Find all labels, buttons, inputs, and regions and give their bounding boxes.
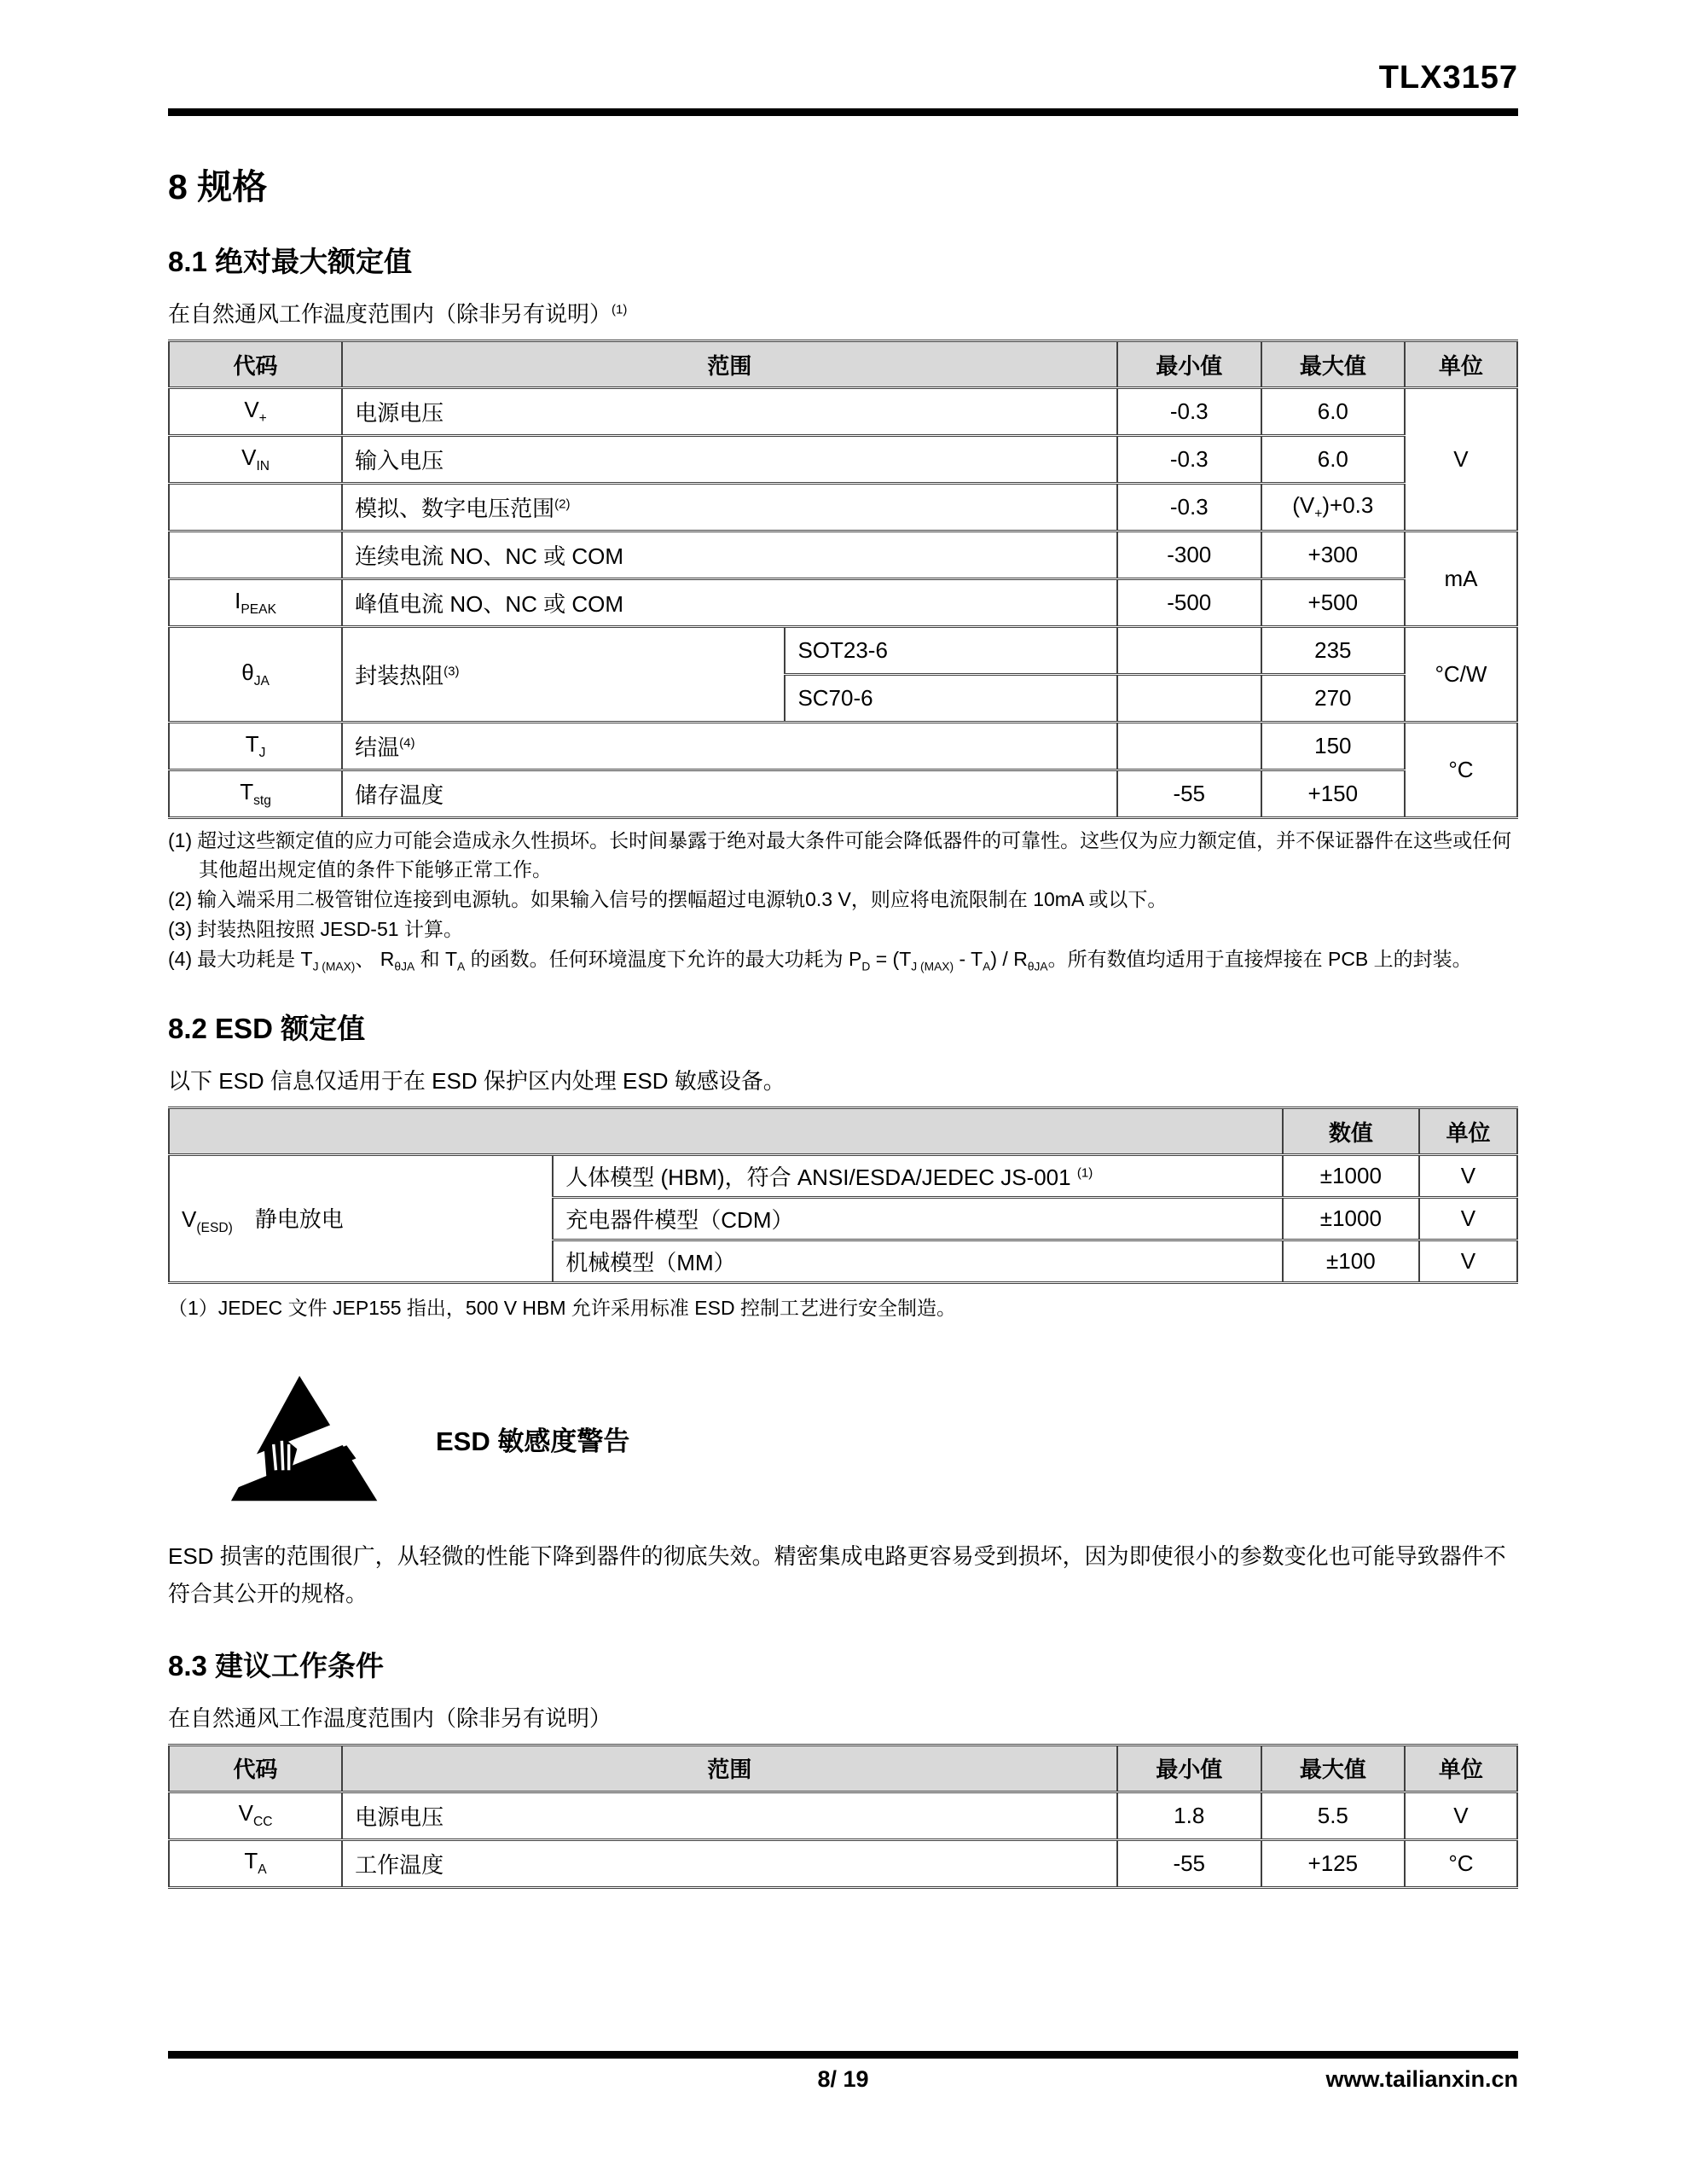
- cell-range: 结温$^{(4)}$: [342, 723, 1117, 770]
- table-header-row: [169, 341, 1517, 388]
- cell-range: 电源电压: [342, 388, 1117, 436]
- cell-code-empty: [169, 531, 342, 579]
- cell-range: 储存温度: [342, 770, 1117, 818]
- cell-unit: V: [1419, 1155, 1517, 1198]
- cell-model: 充电器件模型（CDM）: [553, 1198, 1283, 1240]
- cell-value: ±100: [1283, 1240, 1419, 1283]
- cell-min: -500: [1117, 579, 1261, 627]
- cell-min: -55: [1117, 1839, 1261, 1887]
- cell-code: $V_{IN}$: [169, 436, 342, 484]
- cell-min: -0.3: [1117, 388, 1261, 436]
- section-8-3-title: 8.3 建议工作条件: [168, 1649, 385, 1682]
- column-header-max: 最大值: [1261, 341, 1405, 388]
- footnote-text: JEDEC 文件 JEP155 指出，500 V HBM 允许采用标准 ESD 控制工艺进行安全制造。: [217, 1297, 956, 1320]
- table-row-vplus: [169, 388, 1517, 436]
- cell-max: +150: [1261, 770, 1405, 818]
- column-header-min: 最小值: [1117, 341, 1261, 388]
- column-header-range: 范围: [342, 341, 1117, 388]
- cell-package: SOT23-6: [785, 627, 1116, 675]
- cell-package: SC70-6: [785, 675, 1116, 723]
- table-header-row: [169, 1745, 1517, 1792]
- cell-min: -300: [1117, 531, 1261, 579]
- website-url: www.tailianxin.cn: [1325, 2066, 1518, 2092]
- section-8-title: 8 规格: [168, 167, 268, 206]
- column-header-code: 代码: [169, 341, 342, 388]
- cell-range: 电源电压: [342, 1792, 1117, 1839]
- column-header-unit: 单位: [1405, 1745, 1517, 1792]
- cell-code: $T_A$: [169, 1839, 342, 1887]
- cell-model: 人体模型 (HBM)，符合 ANSI/ESDA/JEDEC JS-001 $^{(1)}$: [553, 1155, 1283, 1198]
- esd-intro: 以下 ESD 信息仅适用于在 ESD 保护区内处理 ESD 敏感设备。: [168, 1068, 786, 1095]
- esd-warning-banner: [224, 1374, 1518, 1503]
- cell-min: -55: [1117, 770, 1261, 818]
- cell-code: $T_J$: [169, 723, 342, 770]
- cell-max: 270: [1261, 675, 1405, 723]
- cell-unit-c: °C: [1405, 723, 1517, 818]
- recommended-condition: 在自然通风工作温度范围内（除非另有说明）: [168, 1705, 612, 1731]
- footnote-text: 超过这些额定值的应力可能会造成永久性损坏。长时间暴露于绝对最大条件可能会降低器件的可靠性。这些仅为应力额定值，并不保证器件在这些或任何其他超出规定值的条件下能够正常工作。: [197, 829, 1512, 881]
- cell-code: $V_{CC}$: [169, 1792, 342, 1839]
- cell-unit: °C: [1405, 1839, 1517, 1887]
- column-header-unit: 单位: [1419, 1108, 1517, 1155]
- cell-unit-cw: °C/W: [1405, 627, 1517, 723]
- cell-code: $V_+$: [169, 388, 342, 436]
- column-header-range: 范围: [342, 1745, 1117, 1792]
- page-footer: [168, 2051, 1518, 2097]
- column-header-max: 最大值: [1261, 1745, 1405, 1792]
- cell-range: 工作温度: [342, 1839, 1117, 1887]
- absolute-maximum-ratings-table: [168, 340, 1518, 819]
- cell-unit: V: [1405, 1792, 1517, 1839]
- column-header-blank: [169, 1108, 1283, 1155]
- cell-max: +125: [1261, 1839, 1405, 1887]
- table-row-ipeak: [169, 579, 1517, 627]
- cell-range: 连续电流 NO、NC 或 COM: [342, 531, 1117, 579]
- footnote-3: [168, 915, 1518, 944]
- cell-unit: V: [1419, 1198, 1517, 1240]
- cell-min-empty: [1117, 627, 1261, 675]
- footnote-label: (2): [168, 888, 193, 911]
- cell-unit-v: V: [1405, 388, 1517, 531]
- footer-row: [168, 2066, 1518, 2097]
- header-rule: [168, 108, 1518, 116]
- page-header: [168, 60, 1518, 116]
- footnote-4: [168, 944, 1518, 976]
- document-number: TLX3157: [1378, 60, 1518, 96]
- cell-range: 封装热阻$^{(3)}$: [342, 627, 785, 723]
- table-row-vin: [169, 436, 1517, 484]
- table-row-tj: [169, 723, 1517, 770]
- table-header-row: [169, 1108, 1517, 1155]
- recommended-operating-conditions-table: [168, 1744, 1518, 1889]
- footnote-label: （1）: [168, 1297, 218, 1320]
- section-8-1-title: 8.1 绝对最大额定值: [168, 246, 413, 277]
- section-8-2-title: 8.2 ESD 额定值: [168, 1013, 366, 1045]
- cell-max: +500: [1261, 579, 1405, 627]
- cell-range: 输入电压: [342, 436, 1117, 484]
- cell-value: ±1000: [1283, 1155, 1419, 1198]
- cell-max: 6.0: [1261, 388, 1405, 436]
- esd-footnote: [168, 1292, 1518, 1321]
- table-row-tstg: [169, 770, 1517, 818]
- table-row-continuous-current: [169, 531, 1517, 579]
- cell-min: 1.8: [1117, 1792, 1261, 1839]
- footnote-label: (4): [168, 948, 193, 971]
- table-row-vcc: [169, 1792, 1517, 1839]
- cell-unit: V: [1419, 1240, 1517, 1283]
- footnote-label: (1): [168, 829, 193, 851]
- cell-min: -0.3: [1117, 436, 1261, 484]
- cell-min-empty: [1117, 675, 1261, 723]
- page-number: 8/ 19: [817, 2066, 869, 2092]
- cell-min: -0.3: [1117, 484, 1261, 531]
- table-row-theta-sot23: [169, 627, 1517, 675]
- footnote-text: 封装热阻按照 JESD-51 计算。: [197, 918, 463, 941]
- cell-code: $T_{stg}$: [169, 770, 342, 818]
- footnote-label: (3): [168, 918, 193, 941]
- cell-value: ±1000: [1283, 1198, 1419, 1240]
- table-row-analog-range: [169, 484, 1517, 531]
- cell-range: 模拟、数字电压范围$^{(2)}$: [342, 484, 1117, 531]
- cell-max: 150: [1261, 723, 1405, 770]
- cell-range: 峰值电流 NO、NC 或 COM: [342, 579, 1117, 627]
- column-header-unit: 单位: [1405, 341, 1517, 388]
- esd-warning-caption: ESD 敏感度警告: [436, 1426, 630, 1456]
- column-header-code: 代码: [169, 1745, 342, 1792]
- cell-max: $(V_+)+0.3$: [1261, 484, 1405, 531]
- cell-model: 机械模型（MM）: [553, 1240, 1283, 1283]
- cell-code-vesd: $V_{(ESD)}$ 静电放电: [169, 1155, 553, 1283]
- abs-max-footnotes: [168, 826, 1518, 976]
- footnote-2: [168, 885, 1518, 914]
- cell-min-empty: [1117, 723, 1261, 770]
- abs-max-condition: 在自然通风工作温度范围内（除非另有说明）$^{(1)}$: [168, 301, 628, 327]
- footer-rule: [168, 2051, 1518, 2059]
- cell-max: 6.0: [1261, 436, 1405, 484]
- cell-code-empty: [169, 484, 342, 531]
- column-header-min: 最小值: [1117, 1745, 1261, 1792]
- footnote-text: 输入端采用二极管钳位连接到电源轨。如果输入信号的摆幅超过电源轨0.3 V，则应将电流限制在 10mA 或以下。: [197, 888, 1168, 911]
- footnote-1: [168, 826, 1518, 884]
- cell-max: 5.5: [1261, 1792, 1405, 1839]
- cell-code: $\theta_{JA}$: [169, 627, 342, 723]
- cell-max: +300: [1261, 531, 1405, 579]
- table-row-hbm: [169, 1155, 1517, 1198]
- esd-triangle-hand-icon: [224, 1374, 386, 1503]
- cell-unit-ma: mA: [1405, 531, 1517, 627]
- table-row-ta: [169, 1839, 1517, 1887]
- cell-max: 235: [1261, 627, 1405, 675]
- column-header-value: 数值: [1283, 1108, 1419, 1155]
- esd-ratings-table: [168, 1107, 1518, 1284]
- footnote-text: 最大功耗是 $T_{J (MAX)}$、 $R_{\theta JA}$ 和 $T_A$ 的函数。任何环境温度下允许的最大功耗为 $P_D = (T_{J (MAX)} - T_A) / R_{\theta JA}$。所有数值均适用于直接焊接在 PCB 上的封装。: [197, 948, 1472, 973]
- esd-warning-body: ESD 损害的范围很广，从轻微的性能下降到器件的彻底失效。精密集成电路更容易受到损坏，因为即使很小的参数变化也可能导致器件不符合其公开的规格。: [168, 1543, 1506, 1607]
- cell-code: $I_{PEAK}$: [169, 579, 342, 627]
